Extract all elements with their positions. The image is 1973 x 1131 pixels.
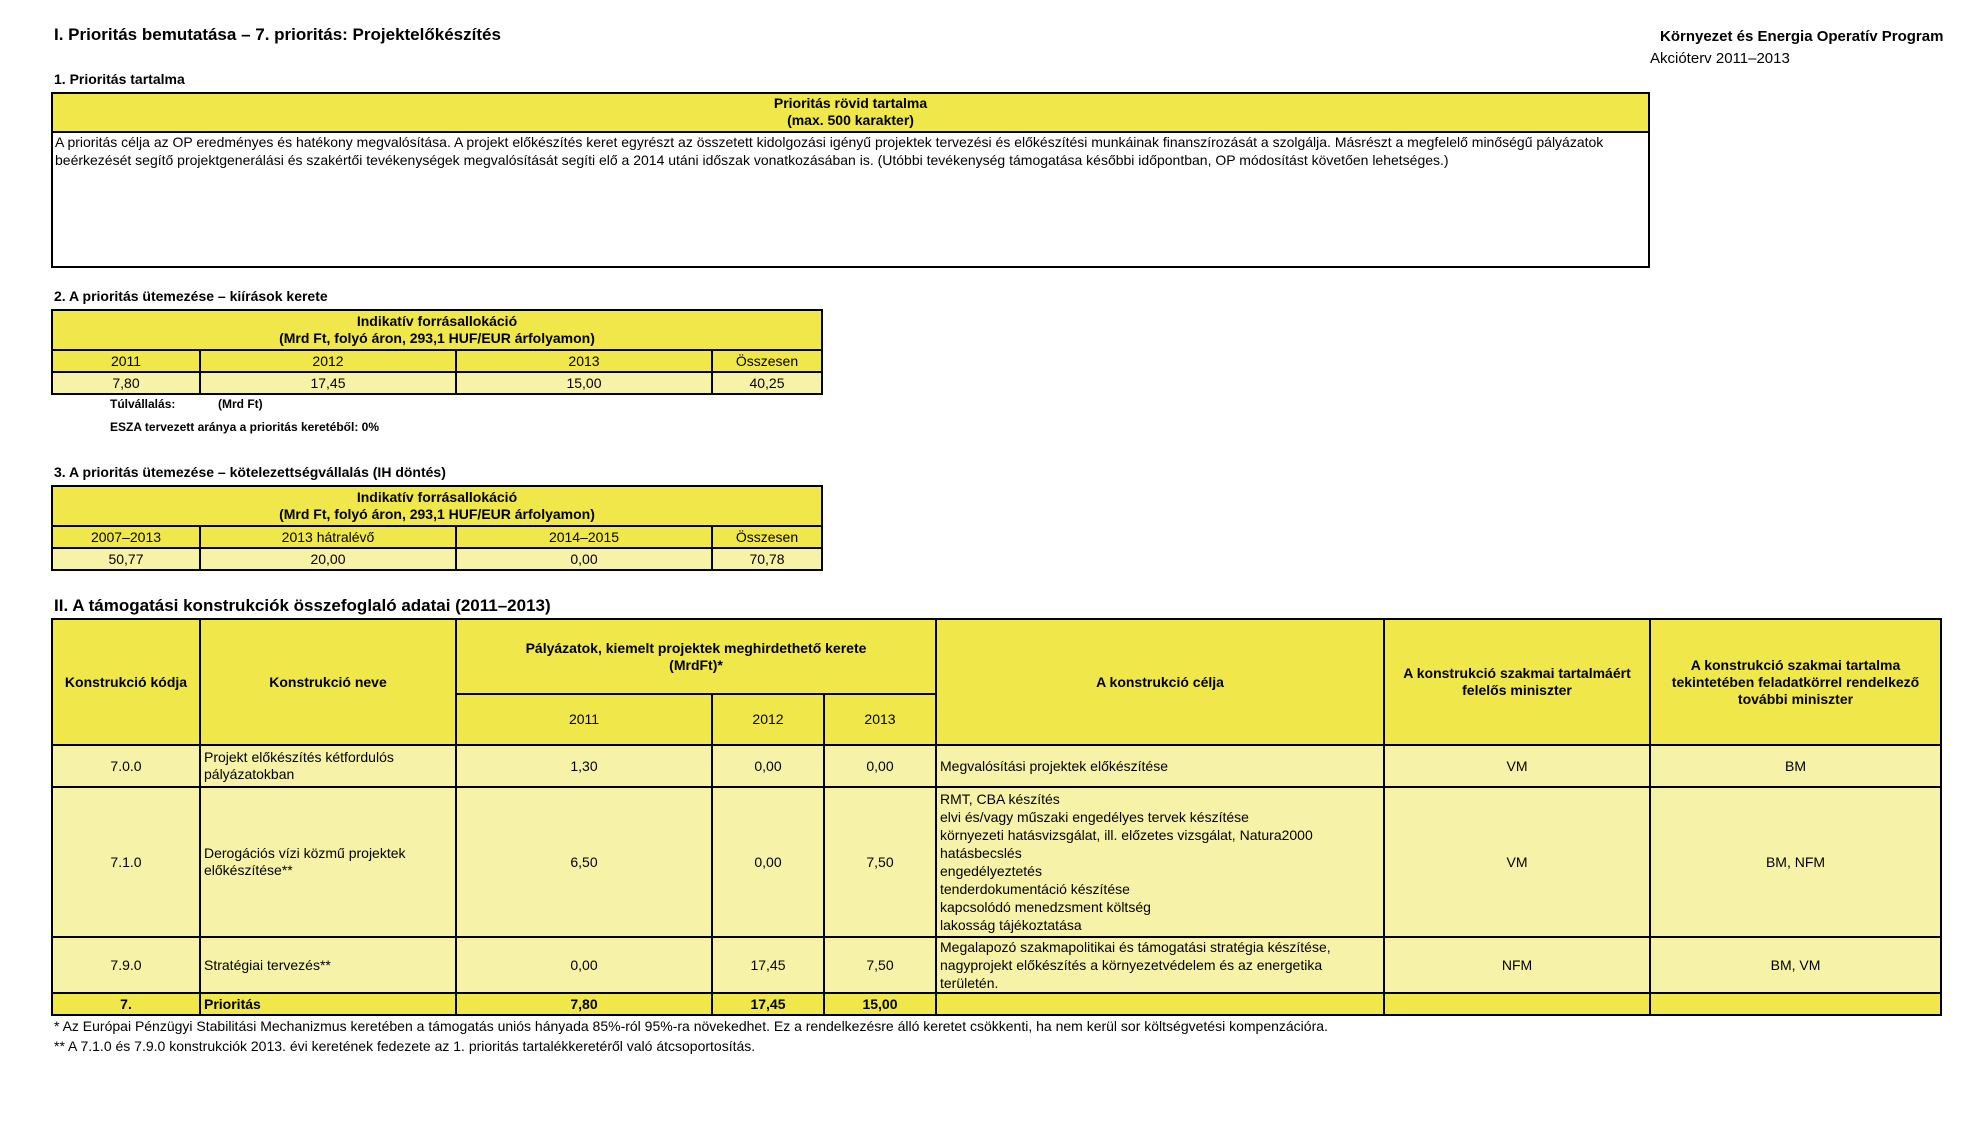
table-row bbox=[52, 787, 1941, 937]
row-value-2011: 0,00 bbox=[456, 937, 712, 993]
allocation-table-2-header bbox=[52, 486, 822, 526]
row-value-2012: 17,45 bbox=[712, 937, 824, 993]
row-value-2013: 7,50 bbox=[824, 787, 936, 937]
header-budget-line2: (MrdFt)* bbox=[669, 656, 723, 673]
page-title: I. Prioritás bemutatása – 7. prioritás: Projektelőkészítés bbox=[54, 25, 501, 44]
goal-line: környezeti hatásvizsgálat, ill. előzetes vizsgálat, Natura2000 bbox=[940, 827, 1313, 843]
total-row bbox=[52, 993, 1941, 1015]
total-value-2013: 15,00 bbox=[824, 993, 936, 1015]
header-budget-line1: Pályázatok, kiemelt projektek meghirdethető kerete bbox=[525, 639, 867, 656]
header-year: 2011 bbox=[456, 694, 712, 745]
allocation-table-1-values bbox=[52, 372, 822, 394]
section3-title: 3. A prioritás ütemezése – kötelezettségvállalás (IH döntés) bbox=[54, 464, 446, 480]
header-other-minister: A konstrukció szakmai tartalma tekintetében feladatkörrel rendelkező további miniszter bbox=[1650, 619, 1941, 745]
header-name: Konstrukció neve bbox=[200, 619, 456, 745]
allocation-table-2-values bbox=[52, 548, 822, 570]
priority-content-box bbox=[51, 92, 1650, 268]
goal-line: Megvalósítási projektek előkészítése bbox=[940, 758, 1168, 774]
col-header: Összesen bbox=[712, 350, 822, 372]
row-value-2011: 1,30 bbox=[456, 745, 712, 787]
goal-line: hatásbecslés bbox=[940, 845, 1022, 861]
value-cell: 0,00 bbox=[456, 548, 712, 570]
goal-line: elvi és/vagy műszaki engedélyes tervek készítése bbox=[940, 809, 1249, 825]
allocation-table-1-header bbox=[52, 310, 822, 350]
esza-ratio-note: ESZA tervezett aránya a prioritás keretéből: 0% bbox=[110, 420, 379, 434]
total-other-empty bbox=[1650, 993, 1941, 1015]
total-name: Prioritás bbox=[200, 993, 456, 1015]
total-code: 7. bbox=[52, 993, 200, 1015]
allocation-header-cell bbox=[52, 310, 822, 350]
priority-content-header-line1: Prioritás rövid tartalma bbox=[773, 95, 928, 111]
goal-line: területén. bbox=[940, 975, 999, 991]
row-value-2011: 6,50 bbox=[456, 787, 712, 937]
row-goal bbox=[936, 937, 1384, 993]
row-other-minister: BM bbox=[1650, 745, 1941, 787]
goal-line: Megalapozó szakmapolitikai és támogatási stratégia készítése, bbox=[940, 939, 1331, 955]
value-cell: 7,80 bbox=[52, 372, 200, 394]
row-minister: NFM bbox=[1384, 937, 1650, 993]
section1-title: 1. Prioritás tartalma bbox=[54, 71, 185, 87]
col-header: 2013 bbox=[456, 350, 712, 372]
value-cell: 40,25 bbox=[712, 372, 822, 394]
row-code: 7.1.0 bbox=[52, 787, 200, 937]
total-goal-empty bbox=[936, 993, 1384, 1015]
allocation-header-line1: Indikatív forrásallokáció bbox=[356, 489, 518, 505]
footnote-2: ** A 7.1.0 és 7.9.0 konstrukciók 2013. évi keretének fedezete az 1. prioritás tartalékkeretéről való átcsoportosítás. bbox=[54, 1038, 756, 1054]
row-minister: VM bbox=[1384, 787, 1650, 937]
row-value-2012: 0,00 bbox=[712, 787, 824, 937]
overcommit-label: Túlvállalás: bbox=[110, 397, 176, 411]
row-value-2012: 0,00 bbox=[712, 745, 824, 787]
header-year: 2013 bbox=[824, 694, 936, 745]
row-name: Projekt előkészítés kétfordulós pályázatokban bbox=[200, 745, 456, 787]
construction-header-row bbox=[52, 619, 1941, 694]
row-value-2013: 0,00 bbox=[824, 745, 936, 787]
row-minister: VM bbox=[1384, 745, 1650, 787]
row-name: Stratégiai tervezés** bbox=[200, 937, 456, 993]
total-value-2012: 17,45 bbox=[712, 993, 824, 1015]
value-cell: 50,77 bbox=[52, 548, 200, 570]
row-other-minister: BM, NFM bbox=[1650, 787, 1941, 937]
col-header: 2011 bbox=[52, 350, 200, 372]
header-budget bbox=[456, 619, 936, 694]
col-header: 2012 bbox=[200, 350, 456, 372]
col-header: Összesen bbox=[712, 526, 822, 548]
row-code: 7.9.0 bbox=[52, 937, 200, 993]
header-code: Konstrukció kódja bbox=[52, 619, 200, 745]
header-goal: A konstrukció célja bbox=[936, 619, 1384, 745]
section4-title: II. A támogatási konstrukciók összefoglaló adatai (2011–2013) bbox=[54, 596, 551, 615]
section2-title: 2. A prioritás ütemezése – kiírások kerete bbox=[54, 288, 328, 304]
goal-line: RMT, CBA készítés bbox=[940, 791, 1060, 807]
allocation-header-line1: Indikatív forrásallokáció bbox=[356, 313, 518, 329]
overcommit-unit: (Mrd Ft) bbox=[218, 397, 263, 411]
priority-content-header bbox=[53, 94, 1648, 133]
allocation-table-1-cols bbox=[52, 350, 822, 372]
col-header: 2007–2013 bbox=[52, 526, 200, 548]
footnote-1: * Az Európai Pénzügyi Stabilitási Mechanizmus keretében a támogatás uniós hányada 85%-ról 95%-ra növekedhet. Ez a rendelkezésre álló keretet csökkenti, ha nem kerül sor költségvetési kompenzációra. bbox=[54, 1018, 1328, 1034]
row-other-minister: BM, VM bbox=[1650, 937, 1941, 993]
total-value-2011: 7,80 bbox=[456, 993, 712, 1015]
total-minister-empty bbox=[1384, 993, 1650, 1015]
row-goal bbox=[936, 787, 1384, 937]
allocation-header-cell bbox=[52, 486, 822, 526]
row-goal bbox=[936, 745, 1384, 787]
table-row bbox=[52, 745, 1941, 787]
allocation-table-2 bbox=[51, 485, 823, 571]
allocation-table-1 bbox=[51, 309, 823, 395]
program-name: Környezet és Energia Operatív Program bbox=[1660, 28, 1944, 45]
header-year: 2012 bbox=[712, 694, 824, 745]
value-cell: 15,00 bbox=[456, 372, 712, 394]
priority-content-text: A prioritás célja az OP eredményes és hatékony megvalósítása. A projekt előkészítés keret egyrészt az összetett kidolgozási igényű projektek tervezési és előkészítési munkáinak finanszírozását a szolgálja. Másrészt a megfelelő minőségű pályázatok beérkezését segítő projektgenerálási és szakértői tevékenységek megvalósítását segíti elő a 2014 utáni időszak vonatkozásában is. (Utóbbi tevékenység támogatása későbbi időpontban, OP módosítást követően lehetséges.) bbox=[55, 134, 1604, 168]
goal-line: nagyprojekt előkészítés a környezetvédelem és az energetika bbox=[940, 957, 1323, 973]
goal-line: lakosság tájékoztatása bbox=[940, 917, 1082, 933]
goal-line: engedélyeztetés bbox=[940, 863, 1042, 879]
col-header: 2013 hátralévő bbox=[200, 526, 456, 548]
value-cell: 17,45 bbox=[200, 372, 456, 394]
priority-content-header-line2: (max. 500 karakter) bbox=[787, 112, 914, 128]
row-code: 7.0.0 bbox=[52, 745, 200, 787]
col-header: 2014–2015 bbox=[456, 526, 712, 548]
allocation-table-2-cols bbox=[52, 526, 822, 548]
allocation-header-line2: (Mrd Ft, folyó áron, 293,1 HUF/EUR árfolyamon) bbox=[279, 506, 595, 522]
goal-line: tenderdokumentáció készítése bbox=[940, 881, 1130, 897]
row-value-2013: 7,50 bbox=[824, 937, 936, 993]
goal-line: kapcsolódó menedzsment költség bbox=[940, 899, 1151, 915]
table-row bbox=[52, 937, 1941, 993]
header-minister: A konstrukció szakmai tartalmáért felelős miniszter bbox=[1384, 619, 1650, 745]
value-cell: 70,78 bbox=[712, 548, 822, 570]
row-name: Derogációs vízi közmű projektek előkészítése** bbox=[200, 787, 456, 937]
construction-table bbox=[51, 618, 1942, 1016]
plan-name: Akcióterv 2011–2013 bbox=[1650, 50, 1790, 67]
value-cell: 20,00 bbox=[200, 548, 456, 570]
allocation-header-line2: (Mrd Ft, folyó áron, 293,1 HUF/EUR árfolyamon) bbox=[279, 330, 595, 346]
